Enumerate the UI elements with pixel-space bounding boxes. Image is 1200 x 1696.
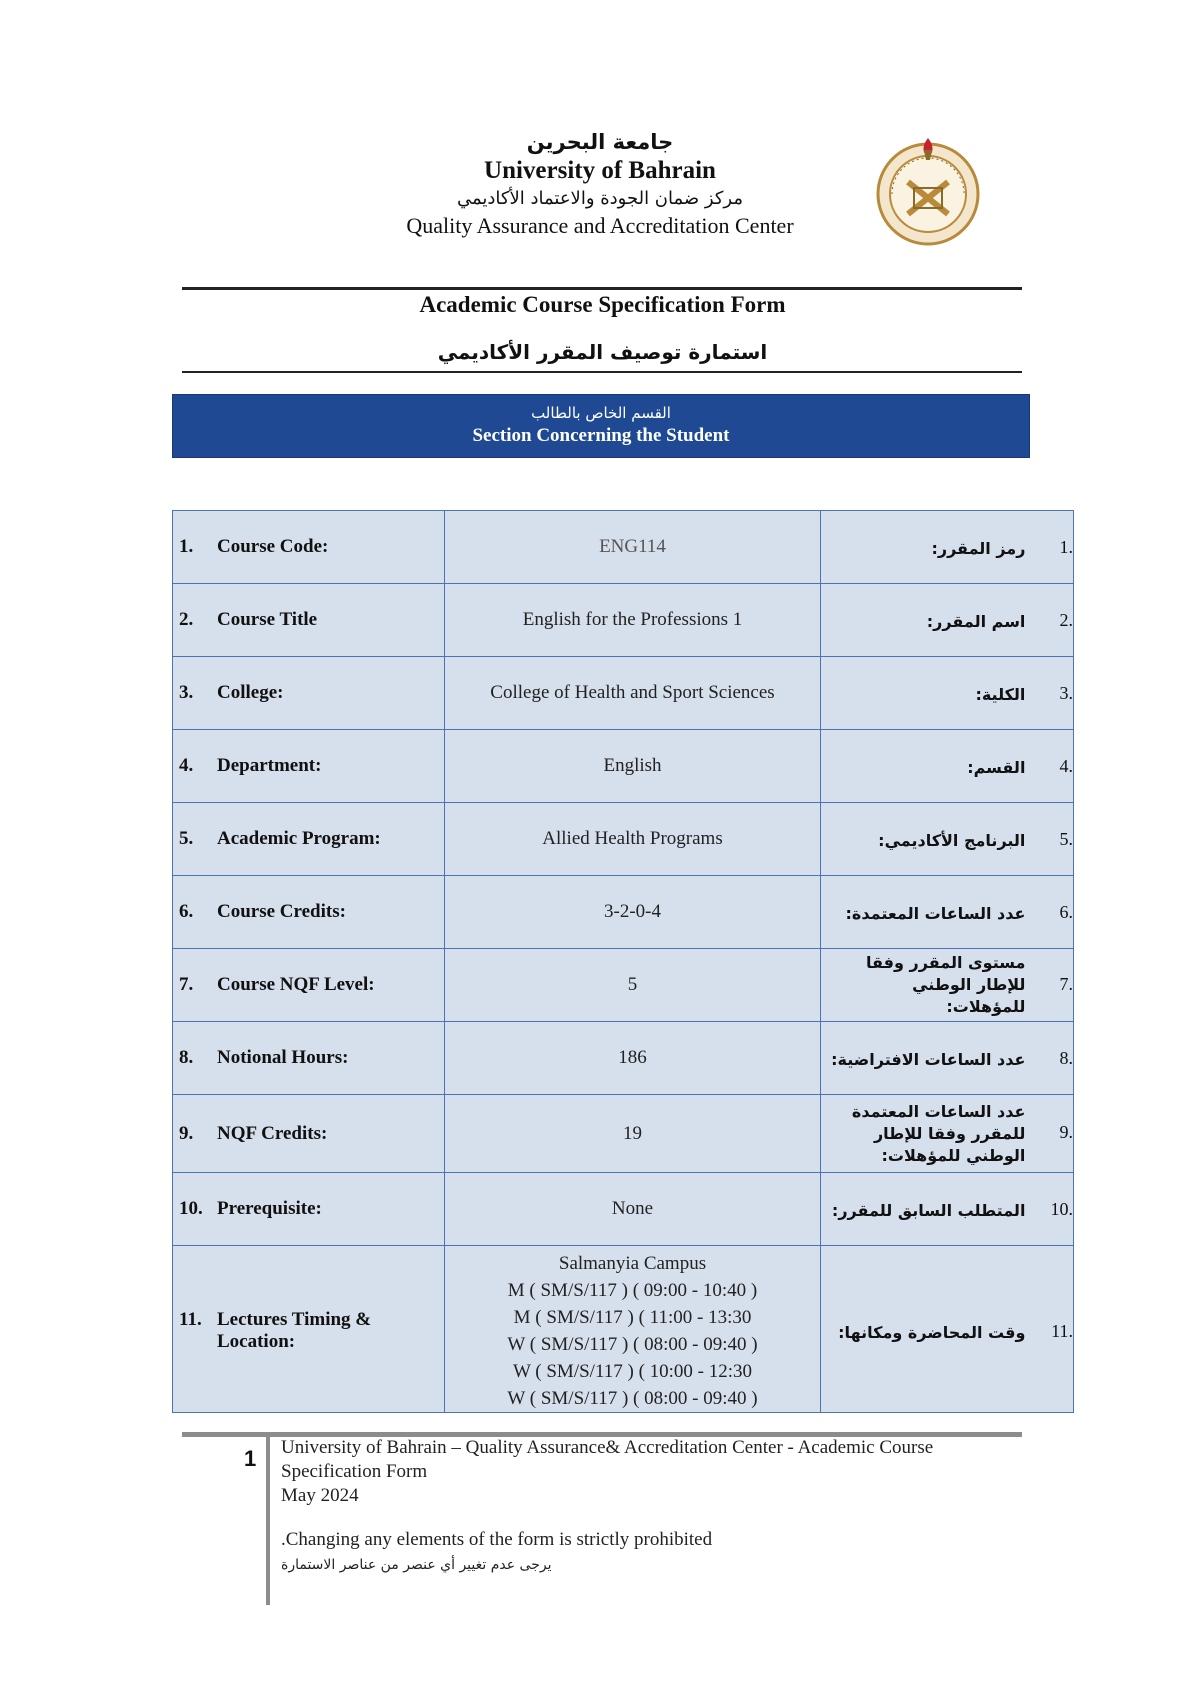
label-cell: 3. College: — [173, 657, 445, 730]
footer-notice-en: .Changing any elements of the form is strictly prohibited — [281, 1529, 713, 1550]
center-name-en: Quality Assurance and Accreditation Center — [406, 213, 794, 238]
value-cell: ENG114 — [445, 511, 821, 584]
label-cell: 4. Department: — [173, 730, 445, 803]
arabic-label-cell: .8 عدد الساعات الافتراضية: — [821, 1022, 1074, 1095]
table-row — [173, 730, 1074, 803]
value-cell: None — [445, 1173, 821, 1246]
label-cell: 1. Course Code: — [173, 511, 445, 584]
label-cell: 7. Course NQF Level: — [173, 949, 445, 1022]
section-banner — [172, 394, 1030, 458]
schedule-line: W ( SM/S/117 ) ( 08:00 - 09:40 ) — [507, 1334, 758, 1355]
section-title-en: Section Concerning the Student — [472, 425, 730, 446]
schedule-line: M ( SM/S/117 ) ( 11:00 - 13:30 — [513, 1307, 752, 1328]
footer-date: May 2024 — [281, 1485, 359, 1506]
value-cell: 186 — [445, 1022, 821, 1095]
arabic-label-cell: .11 وقت المحاضرة ومكانها: — [821, 1246, 1074, 1413]
lecture-schedule-cell — [445, 1246, 821, 1413]
center-name-ar: مركز ضمان الجودة والاعتماد الأكاديمي — [457, 188, 743, 209]
schedule-line: Salmanyia Campus — [558, 1253, 707, 1274]
footer-notice-ar: يرجى عدم تغيير أي عنصر من عناصر الاستمارة — [281, 1557, 552, 1573]
university-name-en: University of Bahrain — [484, 157, 716, 184]
arabic-label-cell: .2 اسم المقرر: — [821, 584, 1074, 657]
arabic-label-cell: .4 القسم: — [821, 730, 1074, 803]
table-row — [173, 657, 1074, 730]
footer-text — [281, 1436, 1011, 1577]
label-cell: 8. Notional Hours: — [173, 1022, 445, 1095]
label-cell: 10. Prerequisite: — [173, 1173, 445, 1246]
value-cell: 5 — [445, 949, 821, 1022]
value-cell: English for the Professions 1 — [445, 584, 821, 657]
label-cell: 11. Lectures Timing & Location: — [173, 1246, 445, 1413]
value-cell: English — [445, 730, 821, 803]
label-cell: 9. NQF Credits: — [173, 1095, 445, 1173]
table-row — [173, 876, 1074, 949]
value-cell: 3-2-0-4 — [445, 876, 821, 949]
arabic-label-cell: .3 الكلية: — [821, 657, 1074, 730]
footer-line: University of Bahrain – Quality Assurance& Accreditation Center - Academic Course — [281, 1437, 934, 1458]
arabic-label-cell: .1 رمز المقرر: — [821, 511, 1074, 584]
footer-divider — [266, 1437, 270, 1605]
table-row — [173, 949, 1074, 1022]
header-rule-top — [182, 287, 1022, 290]
arabic-label-cell: .5 البرنامج الأكاديمي: — [821, 803, 1074, 876]
table-row — [173, 1095, 1074, 1173]
value-cell: College of Health and Sport Sciences — [445, 657, 821, 730]
page-number: 1 — [244, 1446, 257, 1471]
table-row — [173, 584, 1074, 657]
table-row — [173, 1022, 1074, 1095]
arabic-label-cell: .7 مستوى المقرر وفقا للإطار الوطني للمؤهلات: — [821, 949, 1074, 1022]
value-cell: Allied Health Programs — [445, 803, 821, 876]
form-title-ar: استمارة توصيف المقرر الأكاديمي — [437, 340, 768, 364]
value-cell: 19 — [445, 1095, 821, 1173]
arabic-label-cell: .10 المتطلب السابق للمقرر: — [821, 1173, 1074, 1246]
form-title-en: Academic Course Specification Form — [419, 292, 786, 317]
university-seal-logo — [872, 132, 984, 250]
course-spec-table — [172, 510, 1074, 1413]
schedule-line: W ( SM/S/117 ) ( 08:00 - 09:40 ) — [507, 1388, 758, 1409]
footer-line: Specification Form — [281, 1461, 428, 1482]
university-name-ar: جامعة البحرين — [526, 130, 674, 154]
table-row — [173, 1173, 1074, 1246]
label-cell: 6. Course Credits: — [173, 876, 445, 949]
schedule-line: M ( SM/S/117 ) ( 09:00 - 10:40 ) — [507, 1280, 758, 1301]
schedule-line: W ( SM/S/117 ) ( 10:00 - 12:30 — [512, 1361, 753, 1382]
table-row — [173, 803, 1074, 876]
section-title-ar: القسم الخاص بالطالب — [531, 404, 671, 422]
letterhead — [300, 128, 900, 240]
label-cell: 2. Course Title — [173, 584, 445, 657]
arabic-label-cell: .9 عدد الساعات المعتمدة للمقرر وفقا للإطار الوطني للمؤهلات: — [821, 1095, 1074, 1173]
header-rule-bottom — [182, 371, 1022, 373]
table-row — [173, 1246, 1074, 1413]
table-row — [173, 511, 1074, 584]
arabic-label-cell: .6 عدد الساعات المعتمدة: — [821, 876, 1074, 949]
label-cell: 5. Academic Program: — [173, 803, 445, 876]
